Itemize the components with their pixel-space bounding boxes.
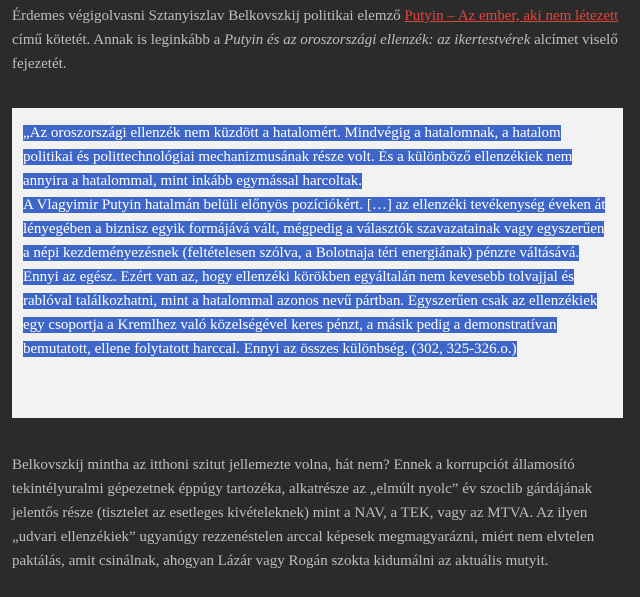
article-body [12,0,629,76]
blockquote [12,108,623,418]
chapter-title: Putyin és az oroszországi ellenzék: az ikertestvérek [224,32,531,48]
book-link[interactable]: Putyin – Az ember, aki nem létezett [404,8,619,24]
intro-text-2: című kötetét. Annak is leginkább a [12,32,225,48]
intro-text-1: Érdemes végigolvasni Sztanyiszlav Belkovszkij politikai elemző [12,8,405,24]
quote-line-3: Ennyi az egész. Ezért van az, hogy ellenzéki körökben egyáltalán nem kevesebb tolvajjal és rablóval találkozhatni, mint a hatalommal azonos nevű pártban. Egyszerűen csak az ellenzékiek egy csoportja a Kremlhez való közelségével keres pénzt, a másik pedig a demonstratívan bemutatott, ellene folytatott harccal. Ennyi az összes különbség. (302, 325-326.o.) [23,269,598,357]
quote-text[interactable] [23,121,609,361]
quote-line-2: A Vlagyimir Putyin hatalmán belüli előnyös pozíciókért. […] az ellenzéki tevékenység éveken át lényegében a biznisz egyik formájává vált, mégpedig a választók szavazatainak vagy egyszerűen a népi kezdeményezésnek (feltételesen szólva, a Bolotnaja téri energiának) pénzre váltásává. [23,197,606,261]
intro-text-3: alcímet viselő fejezetét. [12,32,618,72]
intro-paragraph [12,4,624,76]
quote-line-1: „Az oroszországi ellenzék nem küzdött a hatalomért. Mindvégig a hatalomnak, a hatalom politikai és polittechnológiai mechanizmusának része volt. És a különböző ellenzékiek nem annyira a hatalommal, mint inkább egymással harcoltak. [23,125,573,189]
outro-paragraph: Belkovszkij mintha az itthoni szitut jellemezte volna, hát nem? Ennek a korrupciót államosító tekintélyuralmi gépezetnek éppúgy tartozéka, alkatrésze az „elmúlt nyolc” év szoclib gárdájának jelentős része (tisztelet az esetleges kivételeknek) mint a NAV, a TEK, vagy az MTVA. Az ilyen „udvari ellenzékiek” ugyanúgy rezzenéstelen arccal képesek megmagyarázni, miért nem elvtelen paktálás, amit csinálnak, ahogyan Lázár vagy Rogán szokta kidumálni az aktuális mutyit. [12,457,595,569]
